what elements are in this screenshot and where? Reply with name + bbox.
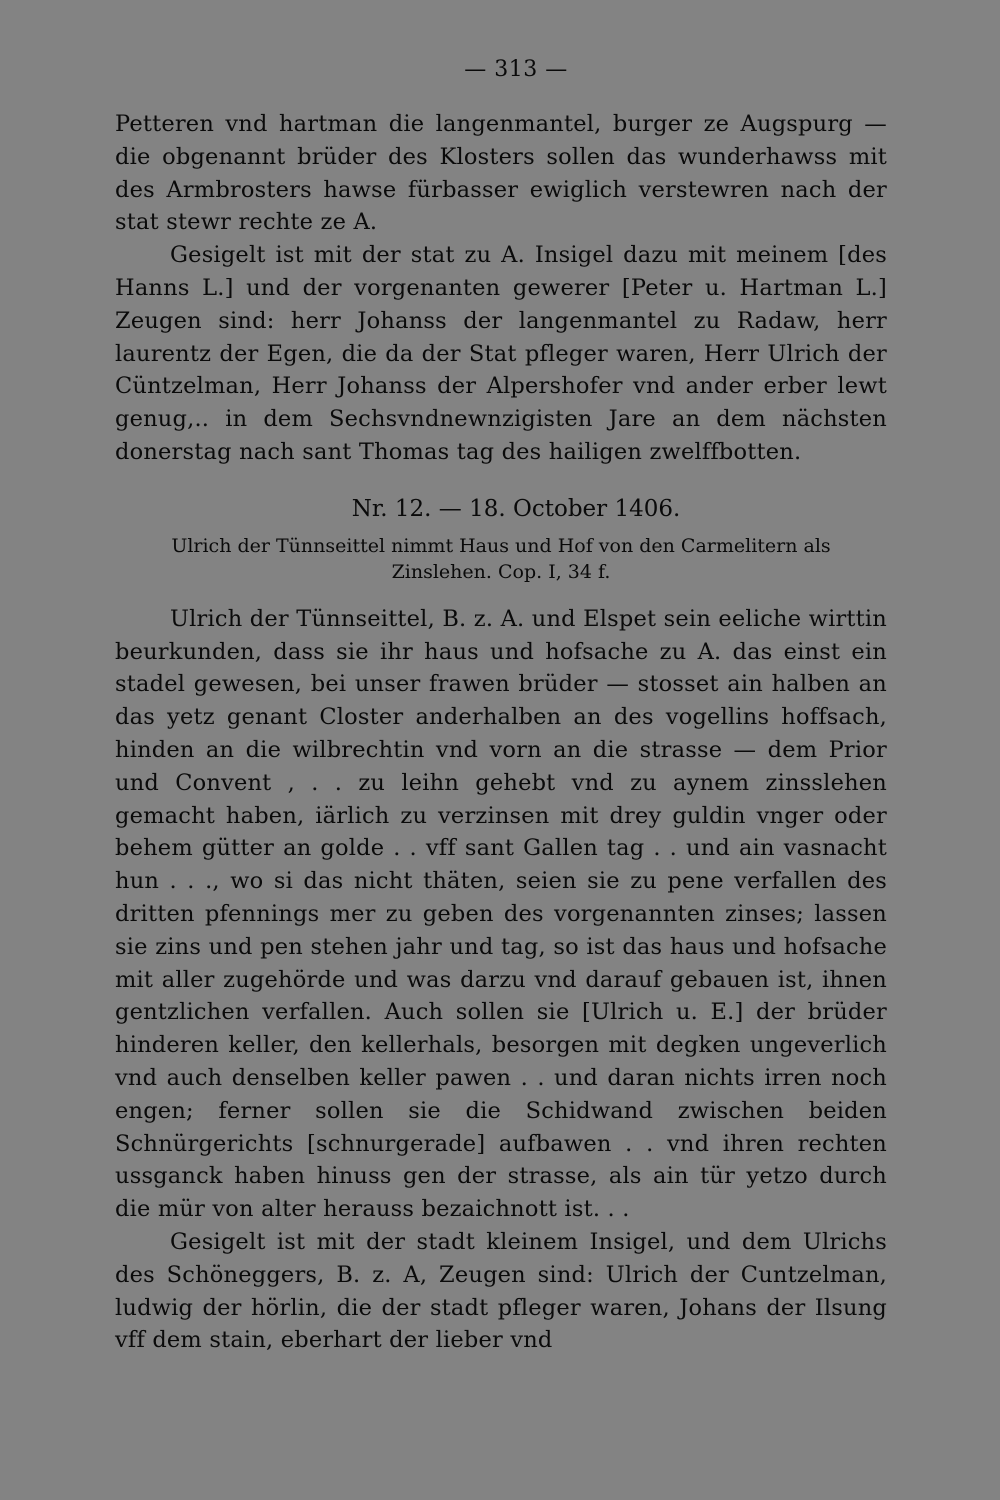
paragraph-main: Ulrich der Tünnseittel, B. z. A. und Elspet sein eeliche wirttin beurkunden, dass sie ihr haus und hofsache zu A. das einst ein stadel gewesen, bei unser frawen brüder — stosset ain halben an das yetz genant Closter anderhalben an des vogellins hoffsach, hinden an die wilbrechtin vnd vorn an die strasse — dem Prior und Convent , . . zu leihn gehebt vnd zu aynem zinsslehen gemacht haben, iärlich zu verzinsen mit drey guldin vnger oder behem gütter an golde . . vff sant Gallen tag . . und ain vasnacht hun . . ., wo si das nicht thäten, seien sie zu pene verfallen des dritten pfennings mer zu geben des vorgenannten zinses; lassen sie zins und pen stehen jahr und tag, so ist das haus und hofsache mit aller zugehörde und was darzu vnd darauf gebauen ist, ihnen gentzlichen verfallen. Auch sollen sie [Ulrich u. E.] der brüder hinderen keller, den kellerhals, besorgen mit degken ungeverlich vnd auch denselben keller pawen . . und daran nichts irren noch engen; ferner sollen sie die Schidwand zwischen beiden Schnürgerichts [schnurgerade] aufbawen . . vnd ihren rechten ussganck haben hinuss gen der strasse, als ain tür yetzo durch die mür von alter herauss bezaichnott ist. . . xyxy=(115,605,887,1223)
summary-line-1: Ulrich der Tünnseittel nimmt Haus und Hof von den Carmelitern als xyxy=(171,534,831,557)
document-summary xyxy=(115,533,887,585)
paragraph-sealing: Gesigelt ist mit der stat zu A. Insigel dazu mit meinem [des Hanns L.] und der vorgenanten gewerer [Peter u. Hartman L.] Zeugen sind: herr Johanss der langenmantel zu Radaw, herr laurentz der Egen, die da der Stat pfleger waren, Herr Ulrich der Cüntzelman, Herr Johanss der Alpershofer vnd ander erber lewt genug,.. in dem Sechsvndnewnzigisten Jare an dem nächsten donerstag nach sant Thomas tag des hailigen zwelffbotten. xyxy=(115,242,887,465)
document-heading: Nr. 12. — 18. October 1406. xyxy=(351,495,681,522)
section-gap xyxy=(115,469,887,491)
page xyxy=(115,50,887,1357)
paragraph-continuation: Petteren vnd hartman die langenmantel, burger ze Augspurg — die obgenannt brüder des Klosters sollen das wunderhawss mit des Armbrosters hawse fürbasser ewiglich verstewren nach der stat stewr rechte ze A. xyxy=(115,111,887,236)
paragraph-witnesses: Gesigelt ist mit der stadt kleinem Insigel, und dem Ulrichs des Schöneggers, B. z. A, Zeugen sind: Ulrich der Cuntzelman, ludwig der hörlin, die der stadt pfleger waren, Johans der Ilsung vff dem stain, eberhart der lieber vnd xyxy=(115,1228,887,1354)
summary-line-2: Zinslehen. Cop. I, 34 f. xyxy=(391,560,611,583)
page-number: — 313 — xyxy=(464,57,568,82)
